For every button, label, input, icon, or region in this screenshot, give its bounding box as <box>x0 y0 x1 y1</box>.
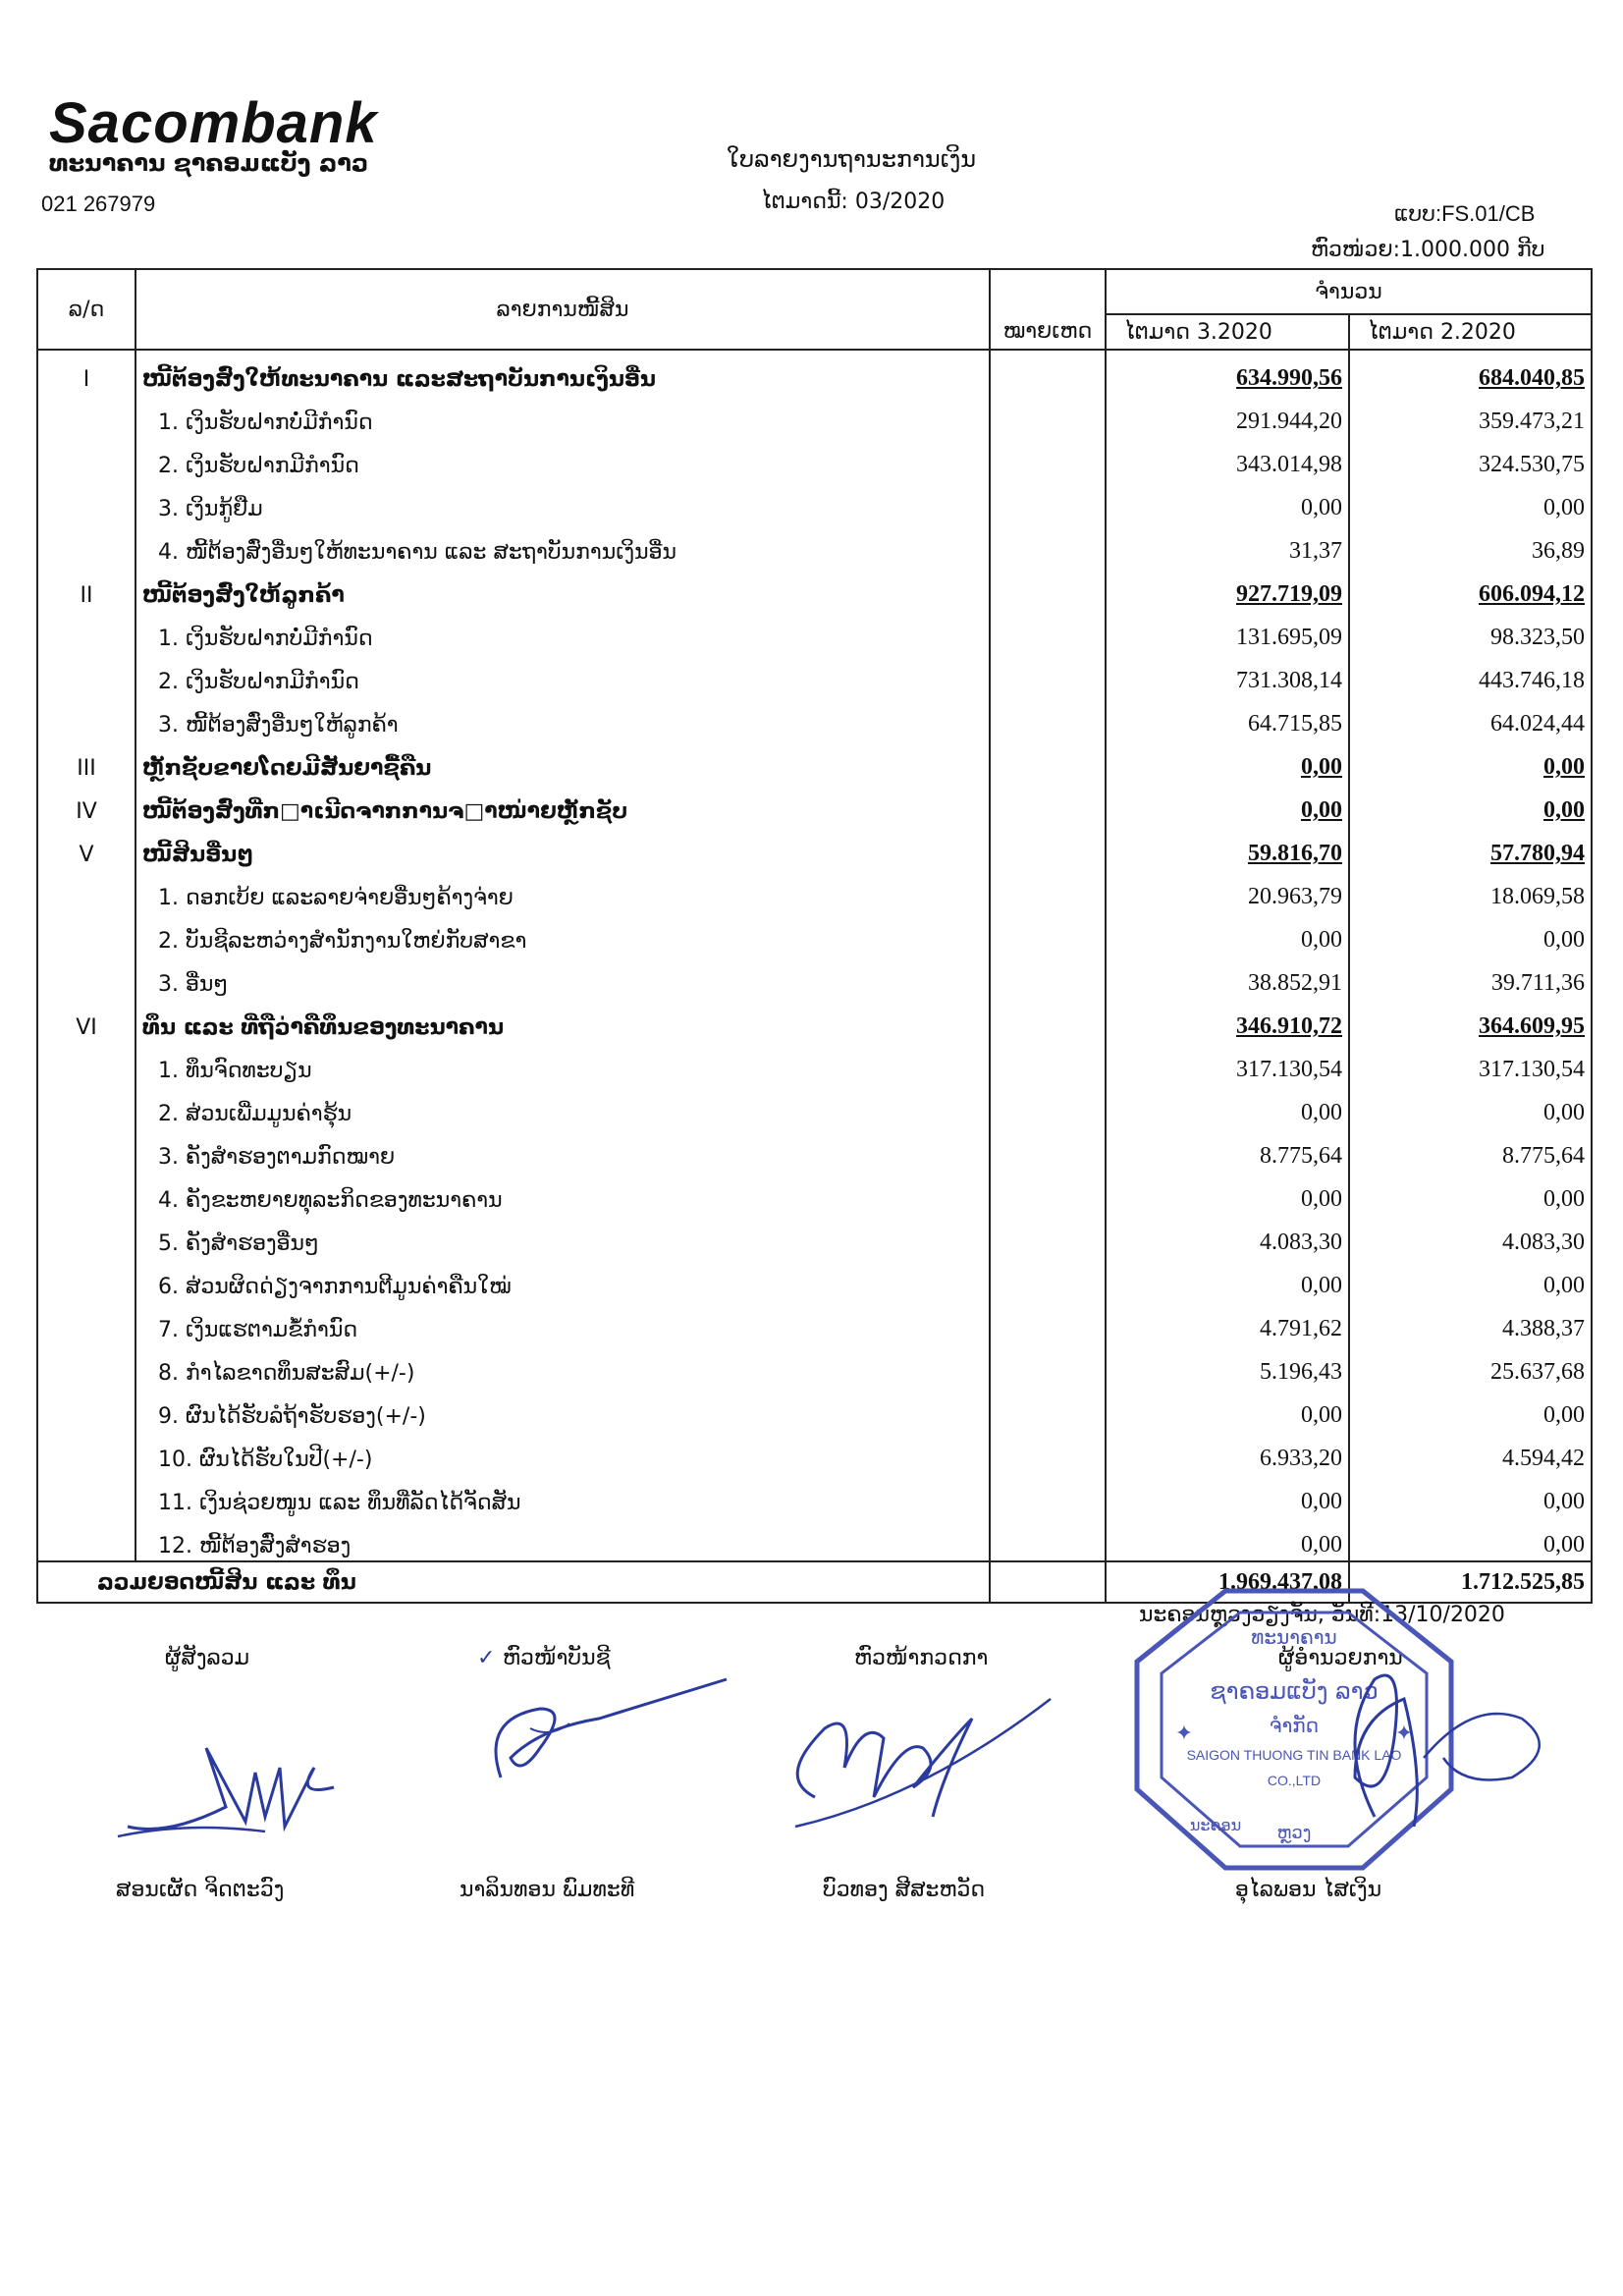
row-note <box>990 826 1106 869</box>
row-item: 12. ໜີ້ຕ້ອງສົ່ງສຳຮອງ <box>135 1517 990 1561</box>
col-header-amount: ຈຳນວນ <box>1106 269 1592 314</box>
col-header-note-top <box>990 269 1106 314</box>
table-row <box>37 1085 1592 1128</box>
row-note <box>990 696 1106 739</box>
stamp-text-1: ທະນາຄານ <box>1251 1625 1337 1649</box>
row-code <box>37 523 135 567</box>
row-previous: 39.711,36 <box>1349 956 1592 999</box>
currency-unit: ຫົວໜ່ວຍ:1.000.000 ກີບ <box>1311 238 1545 262</box>
row-item: 2. ສ່ວນເພີ່ມມູນຄ່າຮຸ້ນ <box>135 1085 990 1128</box>
row-current: 8.775,64 <box>1106 1128 1349 1172</box>
row-item: 8. ກຳໄລຂາດທຶນສະສົມ(+/-) <box>135 1344 990 1388</box>
row-previous: 0,00 <box>1349 739 1592 783</box>
signatory-title-chief-accountant: ຫົວໜ້າບັນຊີ <box>503 1646 611 1670</box>
table-section-row <box>37 826 1592 869</box>
row-previous: 0,00 <box>1349 480 1592 523</box>
stamp-text-6: ນະຄອນ <box>1189 1816 1242 1834</box>
row-code <box>37 1042 135 1085</box>
row-code <box>37 480 135 523</box>
signatory-name-director: ອຸໄລພອນ ໄສເງິນ <box>1235 1878 1382 1902</box>
row-item: 3. ເງິນກູ້ຢືມ <box>135 480 990 523</box>
row-item: 1. ເງິນຮັບຝາກບໍ່ມີກຳນົດ <box>135 610 990 653</box>
table-row <box>37 1128 1592 1172</box>
table-row <box>37 394 1592 437</box>
row-code <box>37 912 135 956</box>
total-label: ລວມຍອດໜີ້ສິນ ແລະ ທຶນ <box>37 1561 990 1603</box>
document-period: ໄຕມາດນີ້: 03/2020 <box>761 190 946 214</box>
signatory-name-chief-accountant: ນາລິນທອນ ພົມທະທີ <box>460 1878 635 1902</box>
row-previous: 317.130,54 <box>1349 1042 1592 1085</box>
row-code <box>37 1258 135 1301</box>
row-previous: 0,00 <box>1349 912 1592 956</box>
table-section-row <box>37 739 1592 783</box>
row-previous: 443.746,18 <box>1349 653 1592 696</box>
check-mark-icon: ✓ <box>477 1646 496 1670</box>
row-note <box>990 567 1106 610</box>
row-note <box>990 1085 1106 1128</box>
row-previous: 0,00 <box>1349 783 1592 826</box>
row-note <box>990 437 1106 480</box>
row-item: ໜີ້ຕ້ອງສົ່ງທີ່ກ□າເນີດຈາກການຈ□າໜ່າຍຫຼັກຊັບ <box>135 783 990 826</box>
row-current: 291.944,20 <box>1106 394 1349 437</box>
place-date: ນະຄອນຫຼວງວຽງຈັນ, ວັນທີ:13/10/2020 <box>1139 1603 1505 1627</box>
table-row <box>37 696 1592 739</box>
row-code <box>37 1517 135 1561</box>
total-previous: 1.712.525,85 <box>1349 1561 1592 1603</box>
row-code <box>37 1128 135 1172</box>
document-title: ໃບລາຍງານຖານະການເງິນ <box>727 145 977 173</box>
row-current: 0,00 <box>1106 912 1349 956</box>
row-previous: 4.388,37 <box>1349 1301 1592 1344</box>
row-previous: 359.473,21 <box>1349 394 1592 437</box>
row-code: III <box>37 739 135 783</box>
stamp-text-5: CO.,LTD <box>1267 1773 1322 1788</box>
signatory-title-compiler: ຜູ້ສັງລວມ <box>165 1646 250 1670</box>
row-previous: 36,89 <box>1349 523 1592 567</box>
row-code <box>37 1431 135 1474</box>
row-current: 20.963,79 <box>1106 869 1349 912</box>
row-item: 2. ເງິນຮັບຝາກມີກຳນົດ <box>135 437 990 480</box>
row-current: 346.910,72 <box>1106 999 1349 1042</box>
row-code <box>37 1474 135 1517</box>
row-current: 64.715,85 <box>1106 696 1349 739</box>
row-previous: 324.530,75 <box>1349 437 1592 480</box>
row-note <box>990 350 1106 394</box>
row-code <box>37 1301 135 1344</box>
row-item: ໜີ້ຕ້ອງສົ່ງໃຫ້ທະນາຄານ ແລະສະຖາບັນການເງິນອື່ນ <box>135 350 990 394</box>
row-current: 5.196,43 <box>1106 1344 1349 1388</box>
row-previous: 0,00 <box>1349 1258 1592 1301</box>
row-current: 731.308,14 <box>1106 653 1349 696</box>
row-note <box>990 1128 1106 1172</box>
table-row <box>37 912 1592 956</box>
row-code <box>37 1388 135 1431</box>
table-row <box>37 1388 1592 1431</box>
row-current: 927.719,09 <box>1106 567 1349 610</box>
row-item: 7. ເງິນແຮຕາມຂໍ້ກຳນົດ <box>135 1301 990 1344</box>
stamp-text-3: ຈຳກັດ <box>1269 1714 1320 1737</box>
stamp-star-left-icon: ✦ <box>1174 1722 1194 1746</box>
signatory-title-audit-head: ຫົວໜ້າກວດກາ <box>854 1646 989 1670</box>
row-previous: 4.083,30 <box>1349 1215 1592 1258</box>
row-code: II <box>37 567 135 610</box>
row-note <box>990 912 1106 956</box>
row-previous: 4.594,42 <box>1349 1431 1592 1474</box>
row-current: 0,00 <box>1106 1085 1349 1128</box>
row-item: ໜີ້ສິນອື່ນໆ <box>135 826 990 869</box>
row-note <box>990 1042 1106 1085</box>
table-section-row <box>37 783 1592 826</box>
row-current: 634.990,56 <box>1106 350 1349 394</box>
col-header-current: ໄຕມາດ 3.2020 <box>1106 314 1349 350</box>
row-item: 4. ໜີ້ຕ້ອງສົ່ງອື່ນໆໃຫ້ທະນາຄານ ແລະ ສະຖາບັນການເງິນອື່ນ <box>135 523 990 567</box>
signature-compiler-icon <box>108 1728 353 1856</box>
col-header-item: ລາຍການໜີ້ສິນ <box>135 269 990 350</box>
row-note <box>990 1215 1106 1258</box>
table-section-row <box>37 350 1592 394</box>
row-item: 2. ເງິນຮັບຝາກມີກຳນົດ <box>135 653 990 696</box>
row-item: 9. ຜົນໄດ້ຮັບລໍຖ້າຮັບຮອງ(+/-) <box>135 1388 990 1431</box>
row-previous: 0,00 <box>1349 1474 1592 1517</box>
row-current: 343.014,98 <box>1106 437 1349 480</box>
stamp-text-4: SAIGON THUONG TIN BANK LAO <box>1186 1747 1402 1763</box>
table-row <box>37 1474 1592 1517</box>
row-note <box>990 1474 1106 1517</box>
row-current: 131.695,09 <box>1106 610 1349 653</box>
row-current: 317.130,54 <box>1106 1042 1349 1085</box>
row-item: ທຶນ ແລະ ທີ່ຖືວ່າຄືທຶນຂອງທະນາຄານ <box>135 999 990 1042</box>
row-previous: 8.775,64 <box>1349 1128 1592 1172</box>
row-previous: 18.069,58 <box>1349 869 1592 912</box>
row-current: 59.816,70 <box>1106 826 1349 869</box>
row-current: 0,00 <box>1106 1258 1349 1301</box>
row-note <box>990 1388 1106 1431</box>
signatory-name-audit-head: ບົວທອງ ສີສະຫວັດ <box>823 1878 986 1902</box>
row-current: 0,00 <box>1106 1474 1349 1517</box>
table-section-row <box>37 567 1592 610</box>
signatory-name-compiler: ສອນເຜັດ ຈິດຕະວົງ <box>116 1878 285 1902</box>
row-code: VI <box>37 999 135 1042</box>
row-item: 3. ຄັງສຳຮອງຕາມກົດໝາຍ <box>135 1128 990 1172</box>
row-code <box>37 394 135 437</box>
row-current: 0,00 <box>1106 783 1349 826</box>
table-row <box>37 480 1592 523</box>
signature-director-icon <box>1316 1660 1581 1836</box>
row-item: 3. ໜີ້ຕ້ອງສົ່ງອື່ນໆໃຫ້ລູກຄ້າ <box>135 696 990 739</box>
form-code: ແບບ:FS.01/CB <box>1394 201 1536 226</box>
table-row <box>37 1258 1592 1301</box>
row-current: 6.933,20 <box>1106 1431 1349 1474</box>
row-previous: 0,00 <box>1349 1388 1592 1431</box>
col-header-note: ໝາຍເຫດ <box>990 314 1106 350</box>
row-current: 38.852,91 <box>1106 956 1349 999</box>
row-current: 0,00 <box>1106 1388 1349 1431</box>
row-note <box>990 394 1106 437</box>
row-note <box>990 869 1106 912</box>
col-header-code: ລ/ດ <box>37 269 135 350</box>
row-item: ຫຼັກຊັບຂາຍໂດຍມີສັນຍາຊື້ຄືນ <box>135 739 990 783</box>
row-previous: 0,00 <box>1349 1172 1592 1215</box>
row-note <box>990 1431 1106 1474</box>
row-note <box>990 783 1106 826</box>
row-previous: 364.609,95 <box>1349 999 1592 1042</box>
row-previous: 25.637,68 <box>1349 1344 1592 1388</box>
table-row <box>37 437 1592 480</box>
row-previous: 0,00 <box>1349 1085 1592 1128</box>
row-previous: 64.024,44 <box>1349 696 1592 739</box>
row-previous: 57.780,94 <box>1349 826 1592 869</box>
row-item: 1. ດອກເບ້ຍ ແລະລາຍຈ່າຍອື່ນໆຄ້າງຈ່າຍ <box>135 869 990 912</box>
stamp-text-7: ຫຼວງ <box>1276 1823 1312 1843</box>
row-code <box>37 610 135 653</box>
row-code: V <box>37 826 135 869</box>
bank-logo-name: Sacombank <box>49 91 378 155</box>
row-current: 0,00 <box>1106 739 1349 783</box>
table-row <box>37 1431 1592 1474</box>
row-item: 6. ສ່ວນຜິດດ່ຽງຈາກການຕີມູນຄ່າຄືນໃໝ່ <box>135 1258 990 1301</box>
signature-chief-accountant-icon <box>481 1669 736 1807</box>
row-item: 2. ບັນຊີລະຫວ່າງສຳນັກງານໃຫຍ່ກັບສາຂາ <box>135 912 990 956</box>
table-row <box>37 1517 1592 1561</box>
row-note <box>990 1301 1106 1344</box>
row-code <box>37 696 135 739</box>
row-current: 4.791,62 <box>1106 1301 1349 1344</box>
row-note <box>990 739 1106 783</box>
row-previous: 0,00 <box>1349 1517 1592 1561</box>
bank-phone: 021 267979 <box>41 191 156 216</box>
row-note <box>990 480 1106 523</box>
row-code: IV <box>37 783 135 826</box>
row-code <box>37 956 135 999</box>
table-section-row <box>37 999 1592 1042</box>
table-row <box>37 523 1592 567</box>
row-code: I <box>37 350 135 394</box>
row-previous: 606.094,12 <box>1349 567 1592 610</box>
signature-audit-head-icon <box>776 1679 1070 1836</box>
row-previous: 98.323,50 <box>1349 610 1592 653</box>
table-row <box>37 1301 1592 1344</box>
table-row <box>37 610 1592 653</box>
table-row <box>37 1172 1592 1215</box>
table-row <box>37 1042 1592 1085</box>
row-code <box>37 653 135 696</box>
bank-logo-subtitle: ທະນາຄານ ຊາຄອມແບັງ ລາວ <box>49 149 369 177</box>
table-body <box>37 350 1592 1561</box>
table-row <box>37 956 1592 999</box>
row-previous: 684.040,85 <box>1349 350 1592 394</box>
row-item: 1. ເງິນຮັບຝາກບໍ່ມີກຳນົດ <box>135 394 990 437</box>
table-row <box>37 1215 1592 1258</box>
row-note <box>990 1258 1106 1301</box>
row-current: 0,00 <box>1106 1172 1349 1215</box>
row-item: 10. ຜົນໄດ້ຮັບໃນປີ(+/-) <box>135 1431 990 1474</box>
row-item: 11. ເງິນຊ່ວຍໜູນ ແລະ ທຶນທີ່ລັດໄດ້ຈັດສັນ <box>135 1474 990 1517</box>
row-item: 1. ທຶນຈົດທະບຽນ <box>135 1042 990 1085</box>
balance-sheet-table <box>36 268 1593 1604</box>
row-item: 4. ຄັງຂະຫຍາຍທຸລະກິດຂອງທະນາຄານ <box>135 1172 990 1215</box>
row-item: ໜີ້ຕ້ອງສົ່ງໃຫ້ລູກຄ້າ <box>135 567 990 610</box>
row-code <box>37 1085 135 1128</box>
row-current: 0,00 <box>1106 480 1349 523</box>
row-note <box>990 1517 1106 1561</box>
row-note <box>990 610 1106 653</box>
row-item: 3. ອື່ນໆ <box>135 956 990 999</box>
row-code <box>37 1215 135 1258</box>
row-current: 31,37 <box>1106 523 1349 567</box>
row-code <box>37 437 135 480</box>
row-item: 5. ຄັງສຳຮອງອື່ນໆ <box>135 1215 990 1258</box>
table-row <box>37 869 1592 912</box>
signatory-title-director: ຜູ້ອຳນວຍການ <box>1278 1646 1403 1670</box>
table-row <box>37 653 1592 696</box>
col-header-previous: ໄຕມາດ 2.2020 <box>1349 314 1592 350</box>
row-note <box>990 653 1106 696</box>
row-current: 0,00 <box>1106 1517 1349 1561</box>
row-note <box>990 1344 1106 1388</box>
row-code <box>37 1344 135 1388</box>
row-note <box>990 1172 1106 1215</box>
table-row <box>37 1344 1592 1388</box>
row-current: 4.083,30 <box>1106 1215 1349 1258</box>
stamp-star-right-icon: ✦ <box>1394 1722 1414 1746</box>
row-code <box>37 1172 135 1215</box>
stamp-text-2: ຊາຄອມແບັງ ລາວ <box>1210 1677 1379 1705</box>
row-note <box>990 999 1106 1042</box>
row-note <box>990 523 1106 567</box>
total-note <box>990 1561 1106 1603</box>
row-note <box>990 956 1106 999</box>
total-current: 1.969.437,08 <box>1106 1561 1349 1603</box>
row-code <box>37 869 135 912</box>
